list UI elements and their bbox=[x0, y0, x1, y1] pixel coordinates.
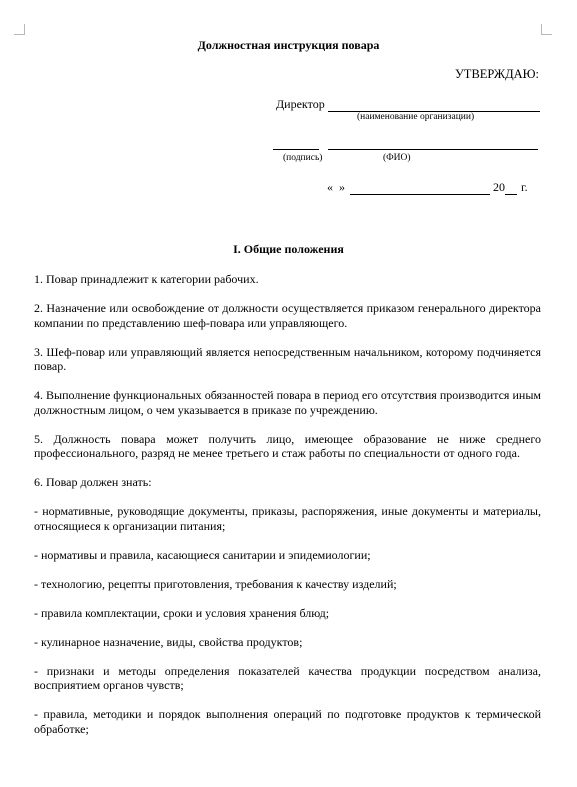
director-label: Директор bbox=[276, 97, 325, 111]
paragraph: 4. Выполнение функциональных обязанностей повара в период его отсутствия производится иным должностным лицом, о чем указывается в приказе по учреждению. bbox=[34, 388, 541, 417]
year-suffix: г. bbox=[521, 180, 528, 194]
section-heading: I. Общие положения bbox=[233, 242, 344, 256]
list-item: - кулинарное назначение, виды, свойства продуктов; bbox=[34, 634, 303, 649]
list-item: - правила, методики и порядок выполнения операций по подготовке продуктов к термической обработке; bbox=[34, 707, 541, 736]
date-row bbox=[327, 180, 528, 195]
list-item: - технологию, рецепты приготовления, требования к качеству изделий; bbox=[34, 576, 397, 591]
paragraph: 2. Назначение или освобождение от должности осуществляется приказом генерального директора компании по представлению шеф-повара или управляющего. bbox=[34, 301, 541, 330]
list-item: - нормативы и правила, касающиеся санитарии и эпидемиологии; bbox=[34, 547, 371, 562]
approve-label: УТВЕРЖДАЮ: bbox=[454, 67, 539, 81]
paragraph: 3. Шеф-повар или управляющий является непосредственным начальником, которому подчиняется повар. bbox=[34, 344, 541, 373]
document-title: Должностная инструкция повара bbox=[197, 38, 380, 52]
year-blank-line bbox=[505, 182, 517, 195]
crop-mark-top-left bbox=[14, 24, 25, 35]
signature-blank-line bbox=[273, 149, 319, 150]
paragraph: 1. Повар принадлежит к категории рабочих. bbox=[34, 272, 259, 286]
paragraph: 6. Повар должен знать: bbox=[34, 475, 152, 489]
date-quote: « » bbox=[327, 180, 345, 194]
list-item: - нормативные, руководящие документы, приказы, распоряжения, иные документы и материалы, относящиеся к организации питания; bbox=[34, 504, 541, 533]
director-blank-line bbox=[328, 99, 540, 112]
year-prefix: 20 bbox=[493, 180, 505, 194]
list-item: - признаки и методы определения показателей качества продукции посредством анализа, восприятием органов чувств; bbox=[34, 663, 541, 692]
paragraph: 5. Должность повара может получить лицо, имеющее образование не ниже среднего профессионального, разряд не менее третьего и стаж работы по специальности от одного года. bbox=[34, 431, 541, 460]
list-item: - правила комплектации, сроки и условия хранения блюд; bbox=[34, 605, 330, 620]
signature-hint: (подпись) bbox=[283, 153, 323, 163]
org-hint: (наименование организации) bbox=[357, 112, 475, 122]
fio-hint: (ФИО) bbox=[383, 153, 411, 163]
director-row bbox=[276, 97, 540, 112]
date-blank-line bbox=[350, 182, 490, 195]
document-body bbox=[34, 272, 541, 751]
fio-blank-line bbox=[328, 149, 538, 150]
crop-mark-top-right bbox=[541, 24, 552, 35]
